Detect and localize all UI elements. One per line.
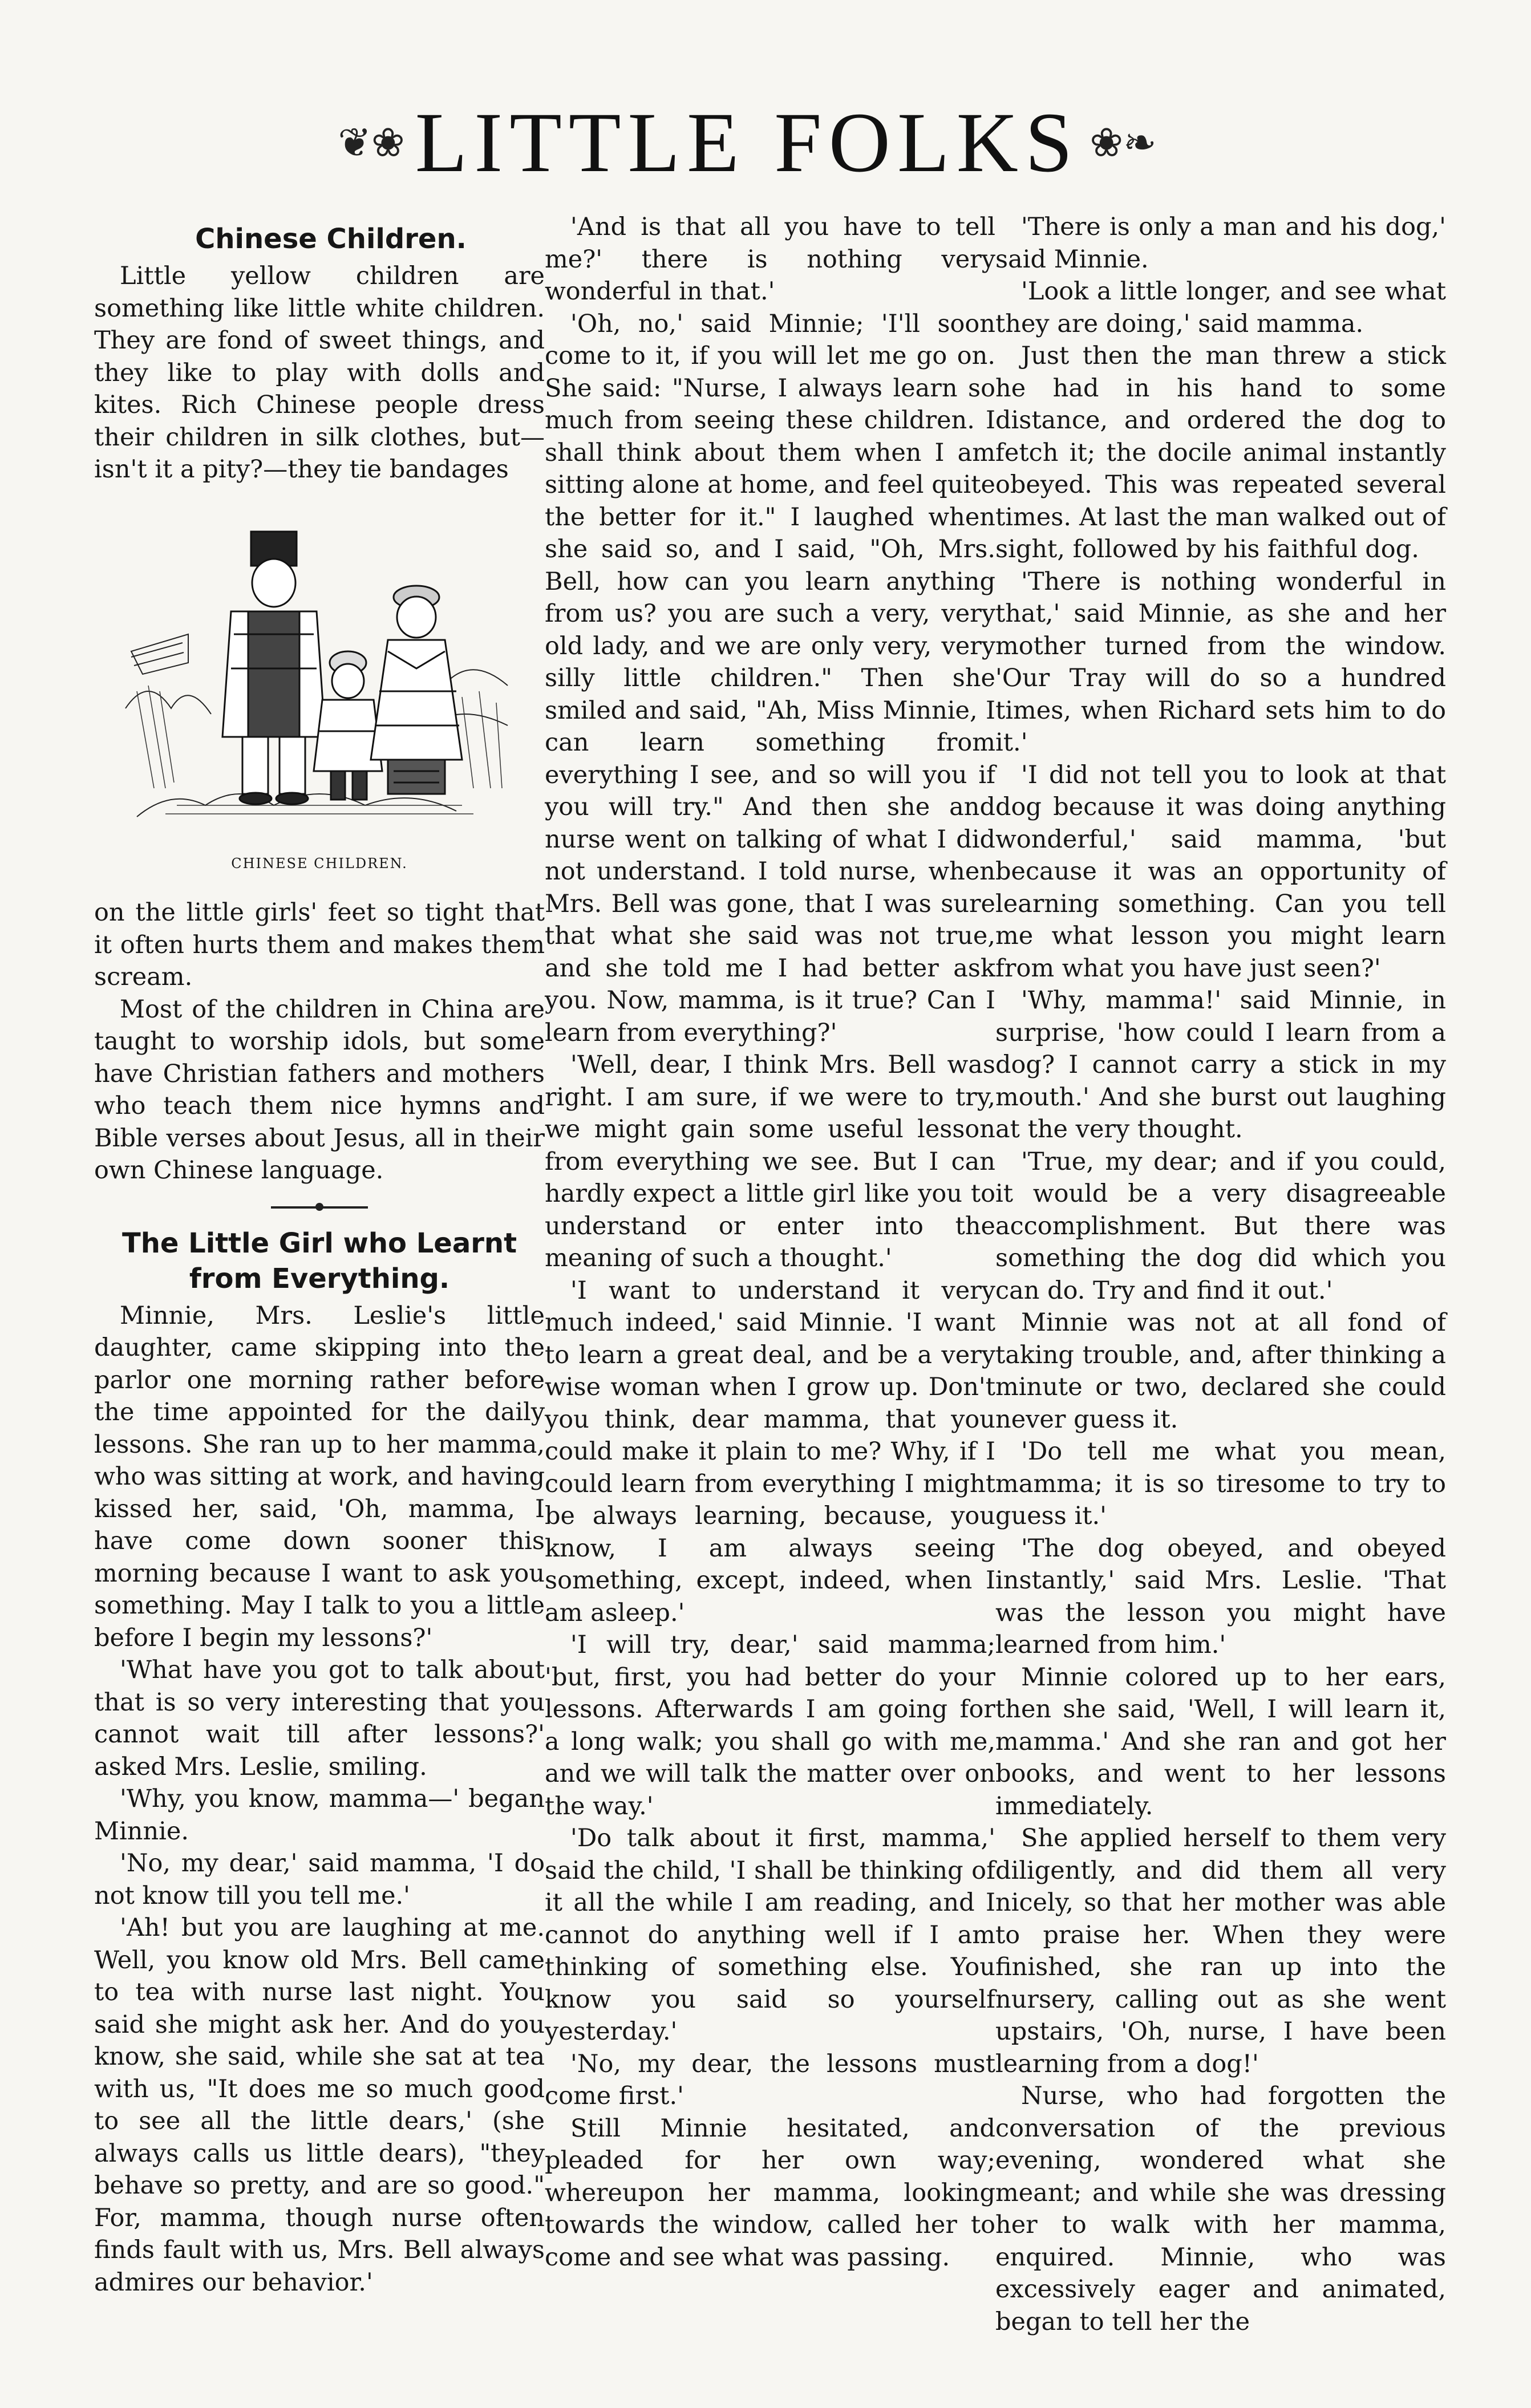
chinese-children-illustration xyxy=(114,520,525,880)
story-paragraph: 'Ah! but you are laughing at me. Well, you know old Mrs. Bell came to tea with nurse last night. You said she might ask her. And do you know, she said, while she sat at tea with us, "It does me so much good to see all the little dears,' (she always calls us little dears), "they behave so pretty, and are so good." For, mamma, though nurse often finds fault with us, Mrs. Bell always admires our behavior.' xyxy=(94,1914,545,2297)
right-ornament-icon: ❀❧ xyxy=(1089,119,1157,166)
section-divider xyxy=(271,1206,368,1209)
story-paragraph: 'No, my dear,' said mamma, 'I do not know till you tell me.' xyxy=(94,1849,545,1910)
story-paragraph: 'Well, dear, I think Mrs. Bell was right. I am sure, if we were to try, we might gain some useful lesson from everything we see. But I can hardly expect a little girl like you to understand or enter into the meaning of such a thought.' xyxy=(545,1051,995,1272)
story-paragraph: 'And is that all you have to tell me?' there is nothing very wonderful in that.' xyxy=(545,213,995,306)
story-paragraph: 'Do talk about it first, mamma,' said the child, 'I shall be thinking of it all the while I am reading, and I cannot do anything well if I am thinking of something else. You know you said so yourself yesterday.' xyxy=(545,1824,995,2046)
story-paragraph: 'There is only a man and his dog,' said Minnie. xyxy=(995,213,1446,274)
story-paragraph: Minnie, Mrs. Leslie's little daughter, came skipping into the parlor one morning rather before the time appointed for the daily lessons. She ran up to her mamma, who was sitting at work, and having kissed her, said, 'Oh, mamma, I have come down sooner this morning because I want to ask you something. May I talk to you a little before I begin my lessons?' xyxy=(94,1301,545,1652)
story-paragraph: 'What have you got to talk about that is so very interesting that you cannot wait till after lessons?' asked Mrs. Leslie, smiling. xyxy=(94,1656,545,1781)
illustration-caption: CHINESE CHILDREN. xyxy=(231,855,408,871)
masthead-title: LITTLE FOLKS xyxy=(415,95,1080,190)
article-paragraph: on the little girls' feet so tight that it often hurts them and makes them scream. xyxy=(94,898,545,991)
column-1 xyxy=(94,211,545,2298)
story-paragraph: 'There is nothing wonderful in that,' said Minnie, as she and her mother turned from the window. 'Our Tray will do so a hundred times, when Richard sets him to do it.' xyxy=(995,567,1446,757)
story-paragraph: Nurse, who had forgotten the conversation of the previous evening, wondered what she meant; and while she was dressing her to walk with her mamma, enquired. Minnie, who was excessively eager and animated, began to tell her the xyxy=(995,2082,1446,2336)
masthead xyxy=(319,86,1175,200)
story-paragraph: Minnie colored up to her ears, then she said, 'Well, I will learn it, mamma.' And she ran and got her books, and went to her lessons immediately. xyxy=(995,1663,1446,1821)
story-paragraph: 'Why, you know, mamma—' began Minnie. xyxy=(94,1785,545,1846)
story-paragraph: 'The dog obeyed, and obeyed instantly,' said Mrs. Leslie. 'That was the lesson you might have learned from him.' xyxy=(995,1534,1446,1659)
story-paragraph: Still Minnie hesitated, and pleaded for her own way; whereupon her mamma, looking towards the window, called her to come and see what was passing. xyxy=(545,2114,995,2272)
story-paragraph: She applied herself to them very diligently, and did them all very nicely, so that her mother was able to praise her. When they were finished, she ran up into the nursery, calling out as she went upstairs, 'Oh, nurse, I have been learning from a dog!' xyxy=(995,1824,1446,2078)
story-paragraph: 'Do tell me what you mean, mamma; it is so tiresome to try to guess it.' xyxy=(995,1437,1446,1530)
article-heading-chinese-children: Chinese Children. xyxy=(195,223,467,255)
story-paragraph: 'True, my dear; and if you could, it would be a very disagreeable accomplishment. But there was something the dog did which you can do. Try and find it out.' xyxy=(995,1147,1446,1305)
column-3 xyxy=(995,211,1446,2338)
left-ornament-icon: ❦❀ xyxy=(338,119,405,166)
story-paragraph: 'Why, mamma!' said Minnie, in surprise, 'how could I learn from a dog? I cannot carry a stick in my mouth.' And she burst out laughing at the very thought. xyxy=(995,986,1446,1144)
column-2 xyxy=(545,211,995,2273)
article-paragraph: Most of the children in China are taught to worship idols, but some have Christian fathers and mothers who teach them nice hymns and Bible verses about Jesus, all in their own Chinese language. xyxy=(94,995,545,1185)
story-paragraph: 'I did not tell you to look at that dog because it was doing anything wonderful,' said mamma, 'but because it was an opportunity of learning something. Can you tell me what lesson you might learn from what you have just seen?' xyxy=(995,760,1446,983)
article-heading-little-girl: The Little Girl who Learnt from Everything. xyxy=(121,1227,517,1295)
story-paragraph: 'Look a little longer, and see what they are doing,' said mamma. xyxy=(995,277,1446,338)
illustration-image xyxy=(120,520,519,840)
story-paragraph: 'I want to understand it very much indeed,' said Minnie. 'I want to learn a great deal, and be a very wise woman when I grow up. Don't you think, dear mamma, that you could make it plain to me? Why, if I could learn from everything I might be always learning, because, you know, I am always seeing something, except, indeed, when I am asleep.' xyxy=(545,1276,995,1627)
story-paragraph: Minnie was not at all fond of taking trouble, and, after thinking a minute or two, declared she could never guess it. xyxy=(995,1308,1446,1434)
story-paragraph: 'I will try, dear,' said mamma; 'but, first, you had better do your lessons. Afterwards I am going for a long walk; you shall go with me, and we will talk the matter over on the way.' xyxy=(545,1631,995,1821)
story-paragraph: 'No, my dear, the lessons must come first.' xyxy=(545,2049,995,2110)
story-paragraph: 'Oh, no,' said Minnie; 'I'll soon come to it, if you will let me go on. She said: "Nurse, I always learn so much from seeing these children. I shall think about them when I am sitting alone at home, and feel quite the better for it." I laughed when she said so, and I said, "Oh, Mrs. Bell, how can you learn anything from us? you are such a very, very old lady, and we are only very, very silly little children." Then she smiled and said, "Ah, Miss Minnie, I can learn something from everything I see, and so will you if you will try." And then she and nurse went on talking of what I did not understand. I told nurse, when Mrs. Bell was gone, that I was sure that what she said was not true, and she told me I had better ask you. Now, mamma, is it true? Can I learn from everything?' xyxy=(545,309,995,1047)
story-paragraph: Just then the man threw a stick he had in his hand to some distance, and ordered the dog to fetch it; the docile animal instantly obeyed. This was repeated several times. At last the man walked out of sight, followed by his faithful dog. xyxy=(995,342,1446,564)
article-paragraph: Little yellow children are something like little white children. They are fond of sweet things, and they like to play with dolls and kites. Rich Chinese people dress their children in silk clothes, but—isn't it a pity?—they tie bandages xyxy=(94,262,545,484)
